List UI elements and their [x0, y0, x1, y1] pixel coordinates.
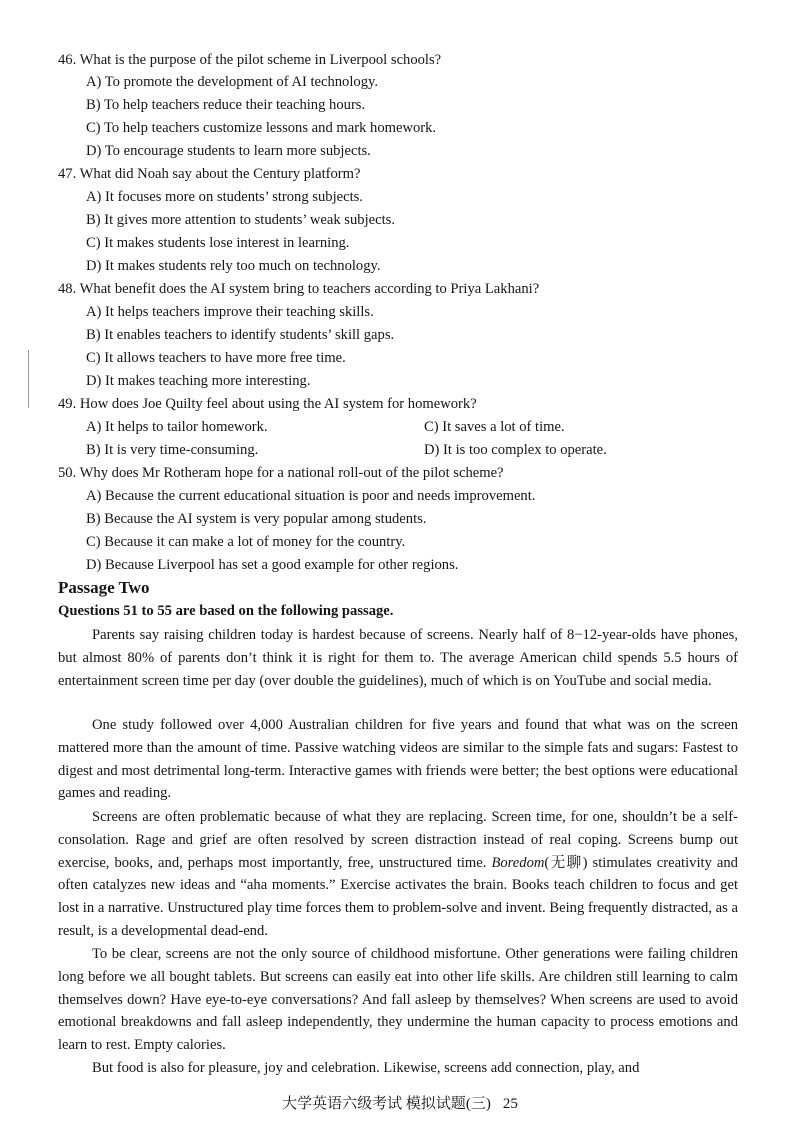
question-49-option-c: C) It saves a lot of time.: [424, 419, 565, 435]
passage-subheading: Questions 51 to 55 are based on the following passage.: [58, 603, 394, 619]
question-49-option-d: D) It is too complex to operate.: [424, 442, 607, 458]
question-47-stem: 47. What did Noah say about the Century platform?: [58, 166, 361, 182]
question-50-option-c: C) Because it can make a lot of money for the country.: [86, 534, 406, 550]
question-48-option-c: C) It allows teachers to have more free time.: [86, 350, 346, 366]
question-46-option-a: A) To promote the development of AI technology.: [86, 74, 379, 90]
question-47-option-a: A) It focuses more on students’ strong subjects.: [86, 189, 363, 205]
question-48-option-a: A) It helps teachers improve their teaching skills.: [86, 304, 374, 320]
passage-paragraph-2: One study followed over 4,000 Australian children for five years and found that what was on the screen mattered more than the amount of time. Passive watching videos are similar to the simple fats and sugars: Fastest to digest and most detrimental long-term. Interactive games with friends were better; the best options were educational games and reading.: [58, 717, 738, 802]
question-46-option-c: C) To help teachers customize lessons and mark homework.: [86, 120, 437, 136]
question-49-stem: 49. How does Joe Quilty feel about using the AI system for homework?: [58, 396, 477, 412]
term-boredom: Boredom: [491, 854, 545, 871]
passage-paragraph-5: But food is also for pleasure, joy and celebration. Likewise, screens add connection, play, and: [92, 1060, 640, 1076]
passage-paragraph-3: [58, 806, 738, 943]
page-number: 25: [502, 1096, 518, 1112]
term-gloss: (无聊): [544, 854, 588, 871]
question-46-option-d: D) To encourage students to learn more subjects.: [86, 143, 371, 159]
question-46-stem: 46. What is the purpose of the pilot scheme in Liverpool schools?: [58, 52, 442, 68]
question-46-option-b: B) To help teachers reduce their teaching hours.: [86, 97, 366, 113]
question-48-option-d: D) It makes teaching more interesting.: [86, 373, 311, 389]
passage-paragraph-1: Parents say raising children today is hardest because of screens. Nearly half of 8−12-year-olds have phones, but almost 80% of parents don’t think it is right for them to. The average American child spends 5.5 hours of entertainment screen time per day (over double the guidelines), much of which is on YouTube and social media.: [58, 627, 738, 689]
passage-heading: Passage Two: [58, 578, 150, 597]
question-50-option-d: D) Because Liverpool has set a good example for other regions.: [86, 557, 459, 573]
paragraph-3-after: stimulates creativity and often catalyzes new ideas and “aha moments.” Exercise activates the brain. Books teach children to focus and get lost in a narrative. Unstructured play time forces them to problem-solve and invent. Being frequently distracted, as a result, is a developmental dead-end.: [58, 854, 738, 939]
question-47-option-c: C) It makes students lose interest in learning.: [86, 235, 350, 251]
paragraph-3-before: Screens are often problematic because of what they are replacing. Screen time, for one, shouldn’t be a self-consolation. Rage and grief are often resolved by screen distraction instead of real coping. Screens bump out exercise, books, and, perhaps most importantly, free, unstructured time.: [58, 809, 738, 871]
question-48-option-b: B) It enables teachers to identify students’ skill gaps.: [86, 327, 395, 343]
question-50-option-a: A) Because the current educational situation is poor and needs improvement.: [86, 488, 536, 504]
question-50-option-b: B) Because the AI system is very popular among students.: [86, 511, 427, 527]
question-49-option-b: B) It is very time-consuming.: [86, 442, 259, 458]
passage-paragraph-4: To be clear, screens are not the only source of childhood misfortune. Other generations were failing children long before we all bought tablets. But screens can easily eat into other life skills. Are children still learning to calm themselves down? Have eye-to-eye conversations? And fall asleep by themselves? When screens are used to avoid emotional breakdowns and fall asleep independently, they undermine the human capacity to process emotions and learn to rest. Empty calories.: [58, 946, 738, 1054]
question-47-option-b: B) It gives more attention to students’ weak subjects.: [86, 212, 395, 228]
question-49-option-a: A) It helps to tailor homework.: [86, 419, 268, 435]
question-47-option-d: D) It makes students rely too much on technology.: [86, 258, 381, 274]
footer-title: 大学英语六级考试 模拟试题(三): [282, 1096, 491, 1112]
question-48-stem: 48. What benefit does the AI system bring to teachers according to Priya Lakhani?: [58, 281, 540, 297]
question-50-stem: 50. Why does Mr Rotheram hope for a national roll-out of the pilot scheme?: [58, 465, 504, 481]
margin-rule: [28, 350, 29, 408]
page-footer: [0, 1094, 800, 1114]
